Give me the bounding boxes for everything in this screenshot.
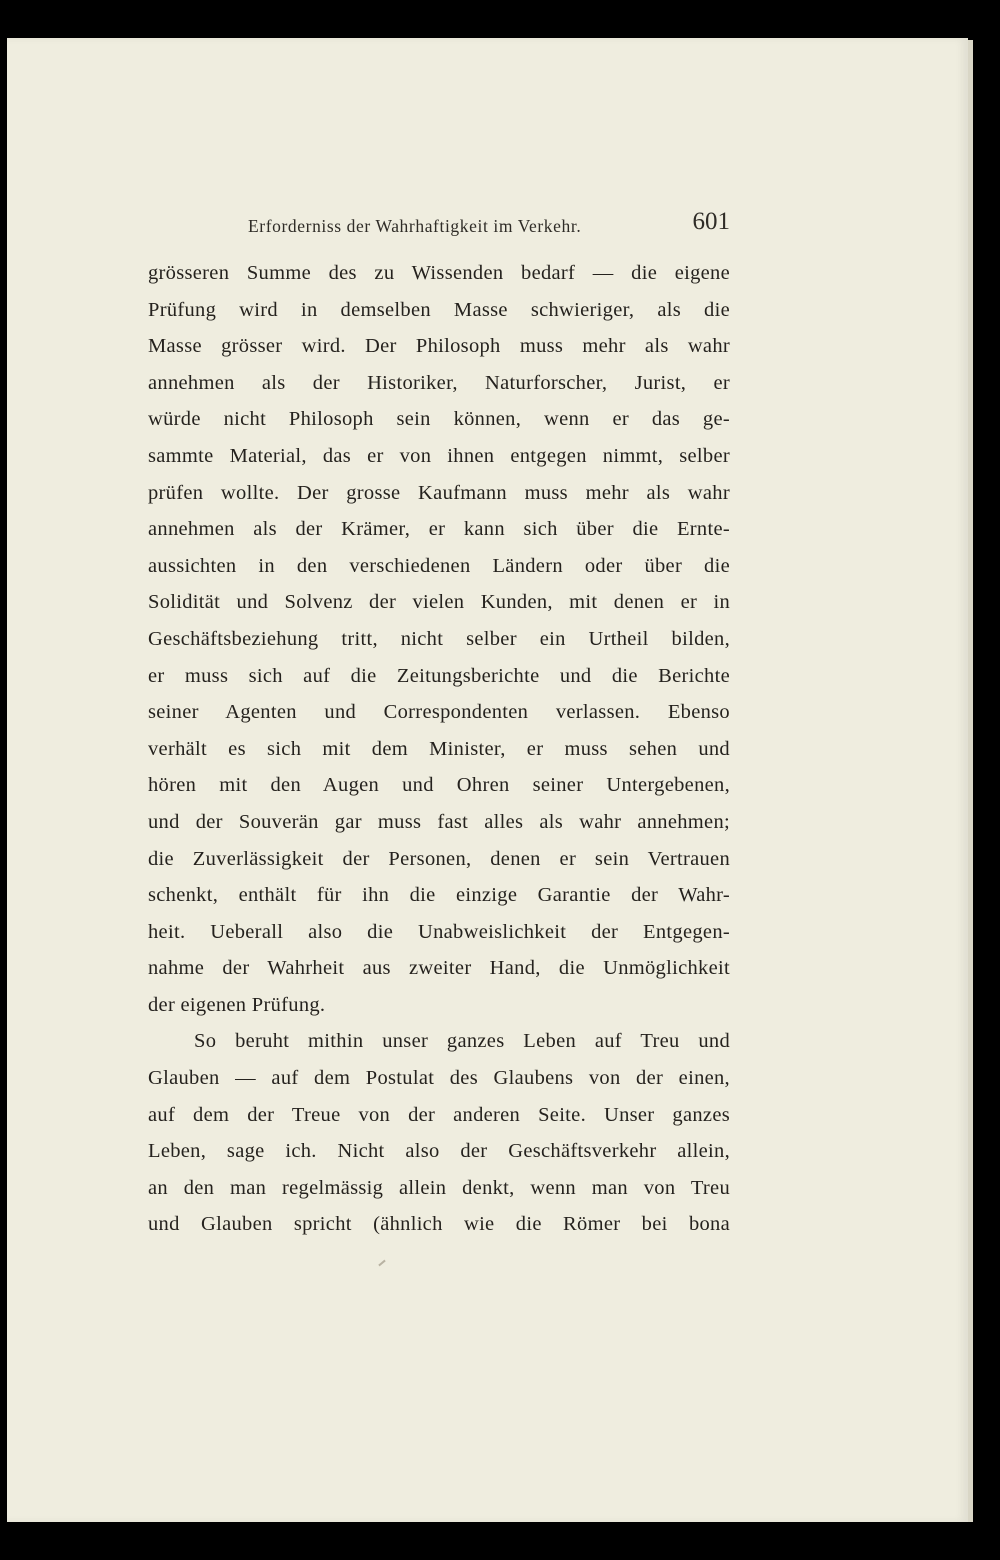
page-edge <box>968 40 973 1522</box>
body-text <box>148 255 730 1243</box>
text-line: an den man regelmässig allein denkt, wenn man von Treu <box>148 1176 730 1199</box>
text-line: Prüfung wird in demselben Masse schwieriger, als die <box>148 298 730 321</box>
text-line: Glauben — auf dem Postulat des Glaubens von der einen, <box>148 1067 730 1090</box>
running-header <box>248 208 730 244</box>
text-line: Solidität und Solvenz der vielen Kunden, mit denen er in <box>148 591 730 614</box>
text-line: verhält es sich mit dem Minister, er muss sehen und <box>148 737 730 760</box>
text-line: auf dem der Treue von der anderen Seite. Unser ganzes <box>148 1103 730 1126</box>
text-line: annehmen als der Historiker, Naturforscher, Jurist, er <box>148 371 730 394</box>
text-line: grösseren Summe des zu Wissenden bedarf — die eigene <box>148 262 730 284</box>
text-line: und der Souverän gar muss fast alles als wahr annehmen; <box>148 810 730 833</box>
text-line: Geschäftsbeziehung tritt, nicht selber ein Urtheil bilden, <box>148 627 730 650</box>
text-line: sammte Material, das er von ihnen entgegen nimmt, selber <box>148 444 730 467</box>
text-line: Leben, sage ich. Nicht also der Geschäftsverkehr allein, <box>148 1140 730 1163</box>
text-line: Masse grösser wird. Der Philosoph muss mehr als wahr <box>148 335 730 358</box>
paragraph-last-line: der eigenen Prüfung. <box>148 993 326 1016</box>
text-line: hören mit den Augen und Ohren seiner Untergebenen, <box>148 774 730 797</box>
text-line: seiner Agenten und Correspondenten verlassen. Ebenso <box>148 701 730 724</box>
text-line: schenkt, enthält für ihn die einzige Garantie der Wahr- <box>148 884 730 907</box>
text-line: heit. Ueberall also die Unabweislichkeit der Entgegen- <box>148 920 730 943</box>
text-line: die Zuverlässigkeit der Personen, denen er sein Vertrauen <box>148 847 730 870</box>
text-line: aussichten in den verschiedenen Ländern oder über die <box>148 554 730 577</box>
running-title: Erforderniss der Wahrhaftigkeit im Verkehr. <box>248 216 582 236</box>
text-line: prüfen wollte. Der grosse Kaufmann muss mehr als wahr <box>148 481 730 504</box>
page-number: 601 <box>692 208 730 235</box>
text-line: würde nicht Philosoph sein können, wenn er das ge- <box>148 408 730 431</box>
text-line: nahme der Wahrheit aus zweiter Hand, die Unmöglichkeit <box>148 957 730 980</box>
text-line: annehmen als der Krämer, er kann sich über die Ernte- <box>148 518 730 541</box>
paragraph-first-line: So beruht mithin unser ganzes Leben auf Treu und <box>194 1030 730 1053</box>
text-line: er muss sich auf die Zeitungsberichte und die Berichte <box>148 664 730 687</box>
text-line: und Glauben spricht (ähnlich wie die Römer bei bona <box>148 1213 730 1236</box>
